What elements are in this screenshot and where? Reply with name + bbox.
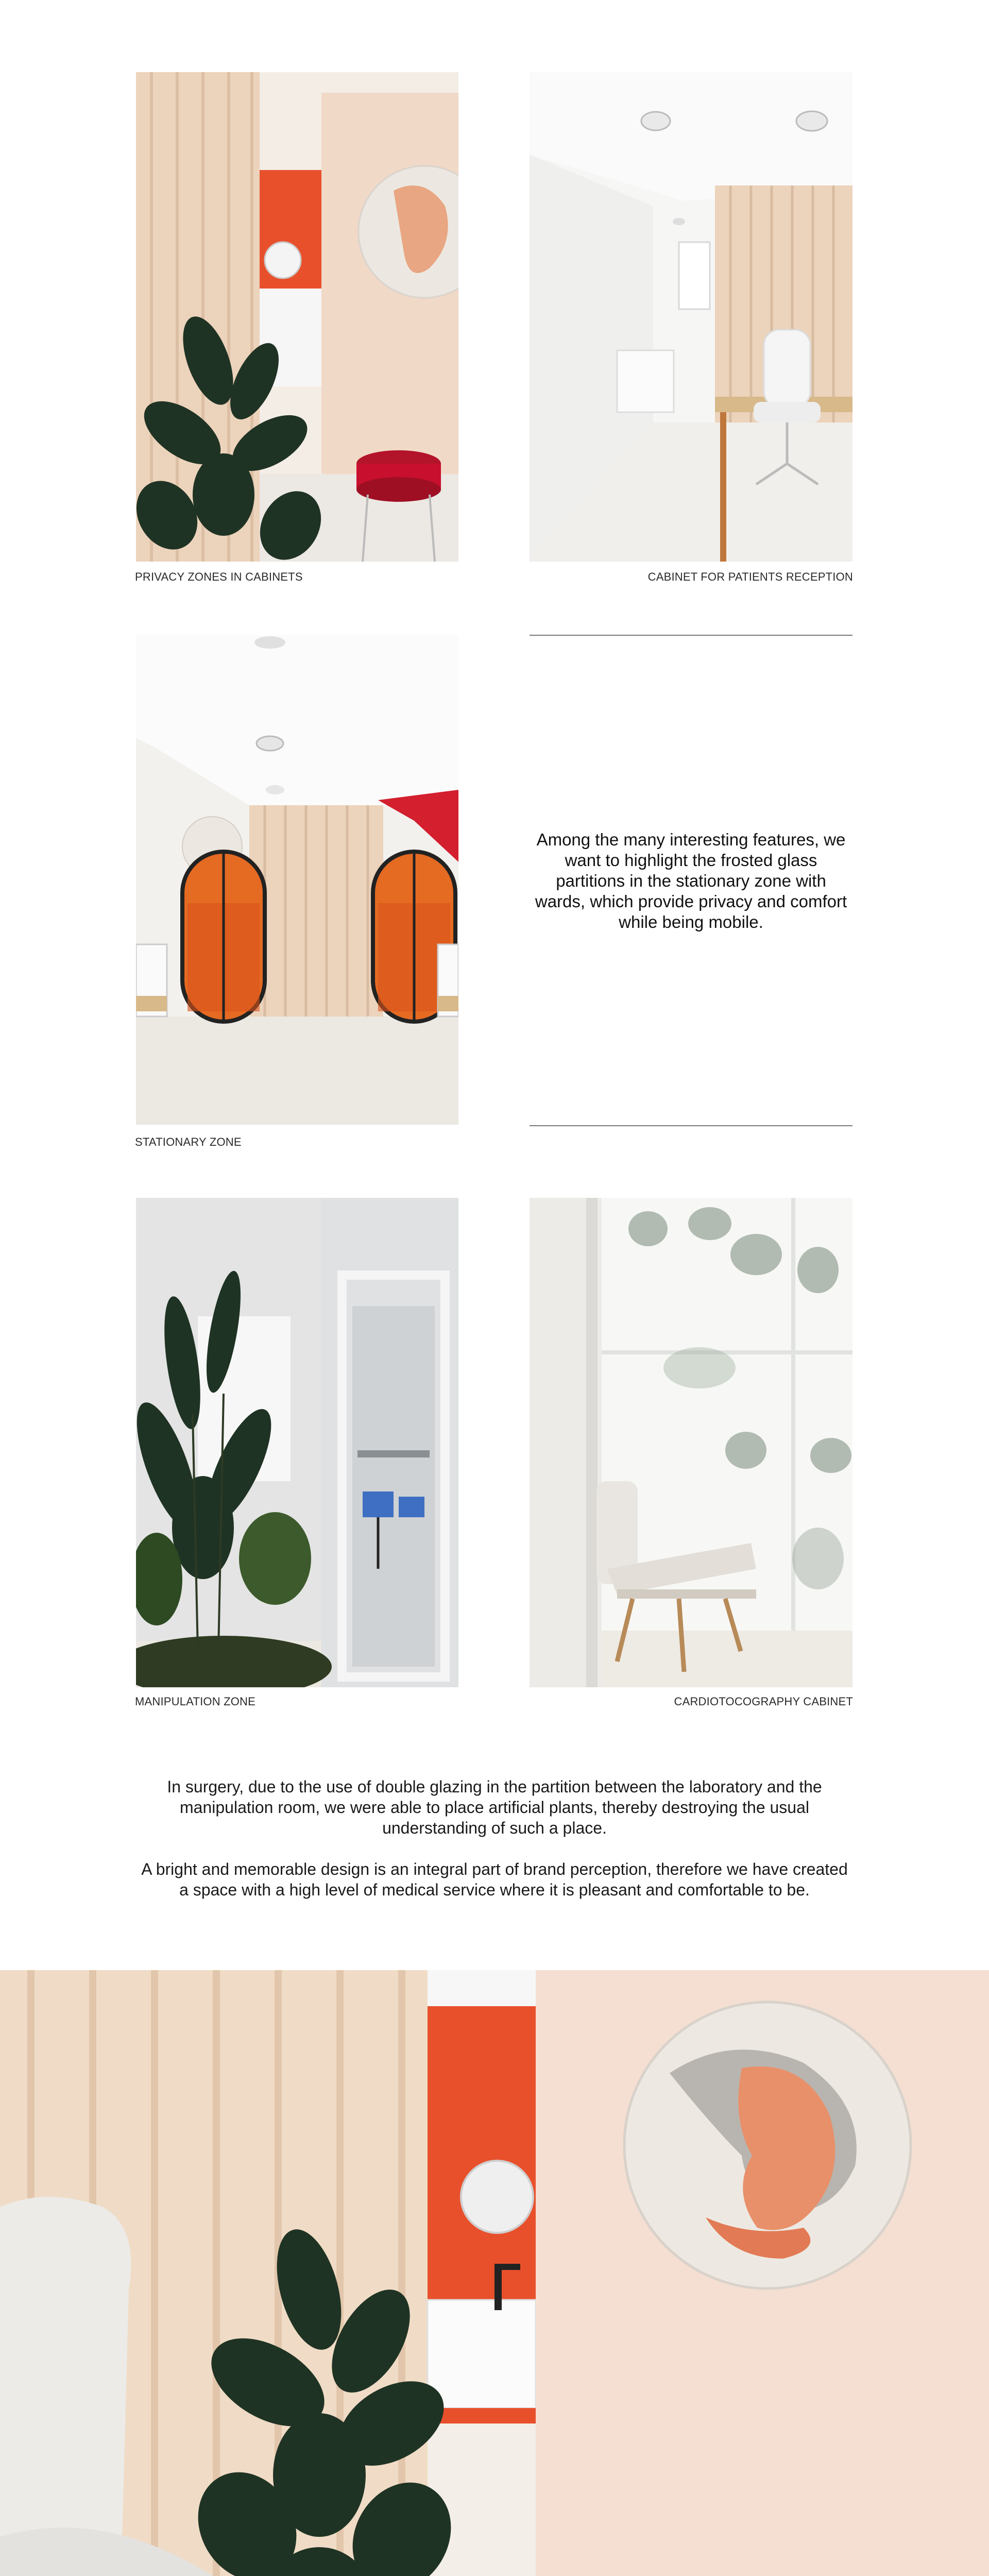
caption-privacy-zones: PRIVACY ZONES IN CABINETS — [135, 570, 303, 583]
caption-cardiotocography-cabinet: CARDIOTOCOGRAPHY CABINET — [674, 1695, 853, 1708]
caption-reception-cabinet: CABINET FOR PATIENTS RECEPTION — [647, 570, 853, 583]
feature-top-rule — [530, 635, 852, 636]
description-paragraph-1: In surgery, due to the use of double glazing in the partition between the laboratory and the manipulation room, we were able to place artificial plants, thereby destroying the usual understanding of such a place. — [167, 1777, 822, 1837]
caption-manipulation-zone: MANIPULATION ZONE — [135, 1695, 256, 1708]
photo-hero-cabinet — [0, 1970, 989, 2576]
description-paragraph-2: A bright and memorable design is an integral part of brand perception, therefore we have created a space with a high level of medical service where it is pleasant and comfortable to be. — [141, 1860, 848, 1899]
photo-cardiotocography-cabinet — [530, 1198, 852, 1687]
feature-bottom-rule — [530, 1125, 852, 1126]
photo-stationary-zone — [136, 635, 458, 1125]
photo-privacy-zones — [136, 72, 458, 562]
photo-manipulation-zone — [136, 1198, 458, 1687]
photo-reception-cabinet — [530, 72, 852, 562]
caption-stationary-zone: STATIONARY ZONE — [135, 1136, 242, 1148]
feature-text: Among the many interesting features, we want to highlight the frosted glass partitions in the stationary zone with wards, which provide privacy and comfort while being mobile. — [535, 830, 847, 931]
